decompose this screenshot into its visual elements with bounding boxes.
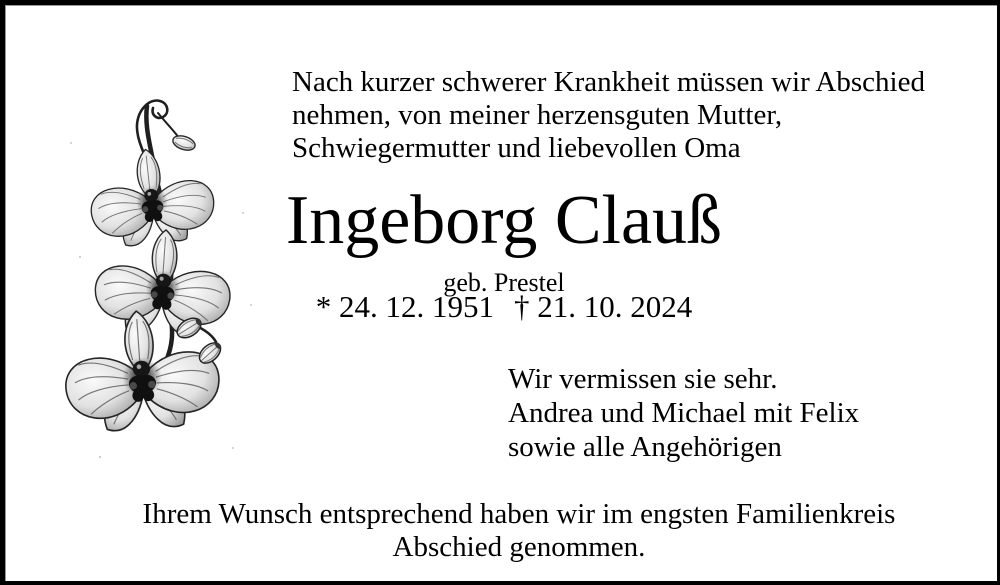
closing-line: Ihrem Wunsch entsprechend haben wir im engsten Familienkreis [142,498,896,530]
life-dates [11,289,997,324]
maiden-name: geb. Prestel [443,268,565,297]
closing-line: Abschied genommen. [392,531,646,563]
intro-line: Nach kurzer schwerer Krankheit müssen wir Abschied [292,66,925,98]
intro-text [292,66,925,165]
mourning-line: Andrea und Michael mit Felix [508,397,860,429]
deceased-name: Ingeborg Clauß [285,182,723,259]
death-date: † 21. 10. 2024 [514,289,693,324]
intro-line: nehmen, von meiner herzensguten Mutter, [292,99,783,131]
mourning-text [508,362,859,464]
mourning-line: sowie alle Angehörigen [508,431,782,463]
intro-line: Schwiegermutter und liebevollen Oma [292,132,741,164]
mourning-line: Wir vermissen sie sehr. [508,363,778,395]
closing-text [41,498,997,564]
birth-date: * 24. 12. 1951 [315,289,494,324]
